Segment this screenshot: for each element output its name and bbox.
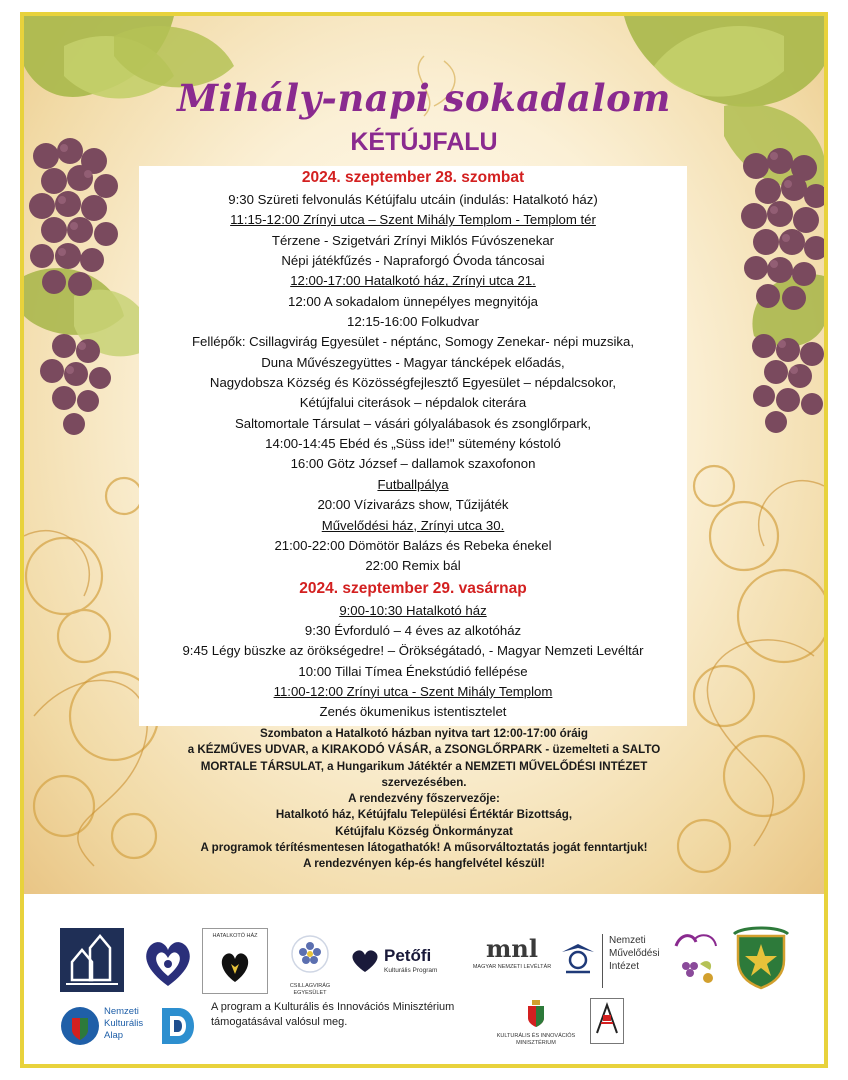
program-location-text: 9:00-10:30 Hatalkotó ház (339, 602, 487, 618)
program-line: 16:00 Götz József – dallamok szaxofonon (290, 456, 536, 472)
hatalkoto-logo (202, 928, 268, 994)
program-line: 22:00 Remix bál (365, 558, 461, 574)
program-location-text: 12:00-17:00 Hatalkotó ház, Zrínyi utca 21. (290, 273, 536, 289)
csillagvirag-logo (280, 930, 340, 996)
nka-logo (60, 1004, 154, 1048)
heart-icon (203, 940, 267, 988)
coat-of-arms (732, 926, 790, 990)
nmi-logo (602, 934, 679, 988)
heart-icon (140, 934, 196, 990)
letter-a-icon (591, 999, 623, 1043)
grape-icon (670, 926, 722, 988)
program-panel (139, 166, 687, 726)
program-line: Saltomortale Társulat – vásári gólyalábasok és zsonglőrpark, (235, 415, 591, 431)
day1-heading: 2024. szeptember 28. szombat (301, 169, 525, 186)
poster-subtitle: KÉTÚJFALU (350, 128, 498, 156)
support-note (211, 1000, 454, 1030)
petofi-subtitle: Kulturális Program (384, 967, 438, 974)
info-line: Kétújfalu Község Önkormányzat (335, 824, 513, 838)
program-location-text: Művelődési ház, Zrínyi utca 30. (321, 517, 505, 533)
nmi-emblem (558, 938, 598, 982)
program-line: 9:30 Szüreti felvonulás Kétújfalu utcáin (indulás: Hatalkotó ház) (228, 192, 598, 207)
hungarian-coat-icon (526, 1000, 546, 1028)
nka-line: Nemzeti (104, 1006, 139, 1017)
program-location-text: 11:15-12:00 Zrínyi utca – Szent Mihály Templom - Templom tér (230, 212, 596, 228)
event-mini-logo (670, 926, 722, 988)
church-icon (60, 928, 124, 992)
petofi-logo (350, 946, 460, 986)
flower-icon (280, 930, 340, 978)
program-location-line (139, 210, 687, 230)
nmi-line: Művelődési (609, 948, 660, 959)
heart-icon (350, 948, 380, 974)
program-line: Kétújfalui citerások – népdalok citerára (299, 395, 527, 411)
nka-line: Alap (104, 1030, 124, 1041)
sponsor-logos (24, 894, 824, 1068)
kim-line: KULTURÁLIS ÉS INNOVÁCIÓS (496, 1033, 576, 1039)
nmi-line: Nemzeti (609, 935, 646, 946)
program-line: 12:00 A sokadalom ünnepélyes megnyitója (287, 293, 538, 309)
program-location-line (139, 271, 687, 291)
program-line: 9:45 Légy büszke az örökségedre! – Örökségátadó, - Magyar Nemzeti Levéltár (182, 643, 644, 659)
info-line: szervezésében. (381, 775, 467, 789)
nka-line: Kulturális (104, 1018, 144, 1029)
day2-heading: 2024. szeptember 29. vasárnap (299, 579, 527, 597)
shield-icon (732, 926, 790, 990)
program-location-line (139, 516, 687, 536)
kim-logo (488, 1000, 584, 1052)
info-line: a KÉZMŰVES UDVAR, a KIRAKODÓ VÁSÁR, a ZSONGLŐRPARK - üzemelteti a SALTO (187, 743, 661, 757)
poster-title: Mihály-napi sokadalom (177, 76, 671, 120)
poster-background (24, 16, 824, 894)
program-line: Népi játékfűzés - Napraforgó Óvoda táncosai (281, 253, 545, 269)
organizer-info (144, 726, 704, 873)
program-location-line (139, 601, 687, 621)
a-logo (590, 998, 624, 1044)
program-line: 21:00-22:00 Dömötör Balázs és Rebeka énekel (274, 537, 552, 553)
program-line: 10:00 Tillai Tímea Énekstúdió fellépése (298, 663, 528, 679)
mnl-label: MAGYAR NEMZETI LEVÉLTÁR (472, 964, 552, 970)
nka-text (104, 1006, 143, 1042)
program-line: Nagydobsza Község és Közösségfejlesztő Egyesület – népdalcsokor, (209, 375, 617, 391)
support-line: A program a Kulturális és Innovációs Minisztérium (211, 1001, 455, 1013)
info-line: A programok térítésmentesen látogathatók! A műsorváltoztatás jogát fenntartjuk! (200, 841, 648, 855)
emblem-icon (558, 938, 598, 978)
hatalkoto-label: HATALKOTÓ HÁZ (212, 933, 258, 939)
nka-emblem-icon (60, 1006, 100, 1046)
program-line: 20:00 Vízivarázs show, Tűzijáték (317, 497, 509, 513)
program-location-text: Futballpálya (377, 476, 449, 492)
program-location-line (139, 682, 687, 702)
info-line: A rendezvényen kép-és hangfelvétel készül! (303, 857, 545, 871)
support-line: támogatásával valósul meg. (211, 1016, 348, 1028)
village-logo (60, 928, 124, 992)
program-location-text: 11:00-12:00 Zrínyi utca - Szent Mihály Templom (273, 683, 553, 699)
petofi-title: Petőfi (384, 946, 432, 965)
dd-logo (158, 1004, 202, 1048)
info-line: MORTALE TÁRSULAT, a Hungarikum Játéktér a NEMZETI MŰVELŐDÉSI INTÉZET (200, 759, 648, 773)
heart-logo (140, 934, 196, 990)
info-line: Szombaton a Hatalkotó házban nyitva tart 12:00-17:00 óráig (260, 727, 588, 740)
poster-frame (20, 12, 828, 1068)
info-line: A rendezvény főszervezője: (348, 792, 500, 806)
csillagvirag-label: CSILLAGVIRÁG EGYESÜLET (289, 983, 331, 996)
program-line: 12:15-16:00 Folkudvar (347, 314, 479, 330)
program-line: 14:00-14:45 Ebéd és „Süss ide!" sütemény kóstoló (265, 436, 561, 452)
info-line: Hatalkotó ház, Kétújfalu Települési Értéktár Bizottság, (275, 808, 573, 822)
program-line: Térzene - Szigetvári Zrínyi Miklós Fúvószenekar (271, 232, 555, 248)
nmi-line: Intézet (609, 961, 640, 972)
program-line: Duna Művészegyüttes - Magyar táncképek előadás, (261, 354, 565, 370)
mnl-logo (472, 934, 552, 990)
program-location-line (139, 475, 687, 495)
program-line: 9:30 Évforduló – 4 éves az alkotóház (304, 622, 522, 638)
program-line: Fellépők: Csillagvirág Egyesület - néptánc, Somogy Zenekar- népi muzsika, (192, 334, 634, 350)
program-line: Zenés ökumenikus istentisztelet (319, 704, 507, 720)
dd-icon (158, 1004, 202, 1048)
mnl-mark: mnl (486, 934, 538, 963)
kim-line: MINISZTÉRIUM (516, 1040, 556, 1046)
